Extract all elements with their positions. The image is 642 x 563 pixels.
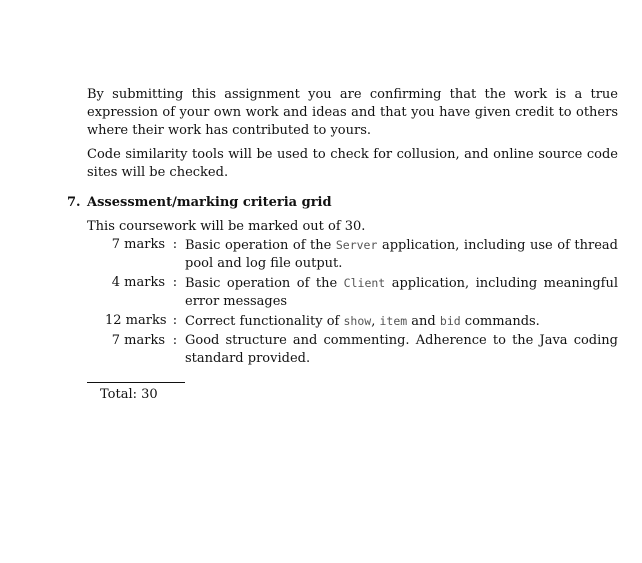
criteria-row [87,332,618,368]
criteria-grid [87,236,618,369]
code-client: Client [343,276,386,290]
submission-paragraph: By submitting this assignment you are confirming that the work is a true expression of your own work and ideas and that you have given credit to others where their work has contributed to yours. [87,87,618,138]
criteria-row [87,274,618,311]
criteria-marks: 7 marks [111,333,165,348]
criteria-marks: 12 marks [105,313,167,328]
criteria-separator: : [172,333,178,348]
code-show: show [343,314,372,328]
total-divider [87,382,185,383]
section-number: 7. [67,195,81,210]
section-intro: This coursework will be marked out of 30. [87,219,366,234]
code-bid: bid [439,314,461,328]
code-server: Server [335,238,378,252]
criteria-description: Basic operation of the Server application, including use of thread pool and log file output. [185,238,618,271]
criteria-description: Good structure and commenting. Adherence to the Java coding standard provided. [185,333,618,366]
criteria-separator: : [172,313,178,328]
section-title: Assessment/marking criteria grid [87,195,332,210]
criteria-separator: : [172,275,178,290]
criteria-marks: 7 marks [111,237,165,252]
criteria-row [87,312,618,331]
section-heading [67,194,332,212]
similarity-paragraph: Code similarity tools will be used to check for collusion, and online source code sites will be checked. [87,147,618,180]
criteria-separator: : [172,237,178,252]
criteria-row [87,236,618,273]
criteria-description: Correct functionality of show, item and bid commands. [185,314,540,329]
criteria-marks: 4 marks [111,275,165,290]
total-marks: Total: 30 [100,387,158,402]
code-item: item [379,314,408,328]
criteria-description: Basic operation of the Client application, including meaningful error messages [185,276,618,309]
